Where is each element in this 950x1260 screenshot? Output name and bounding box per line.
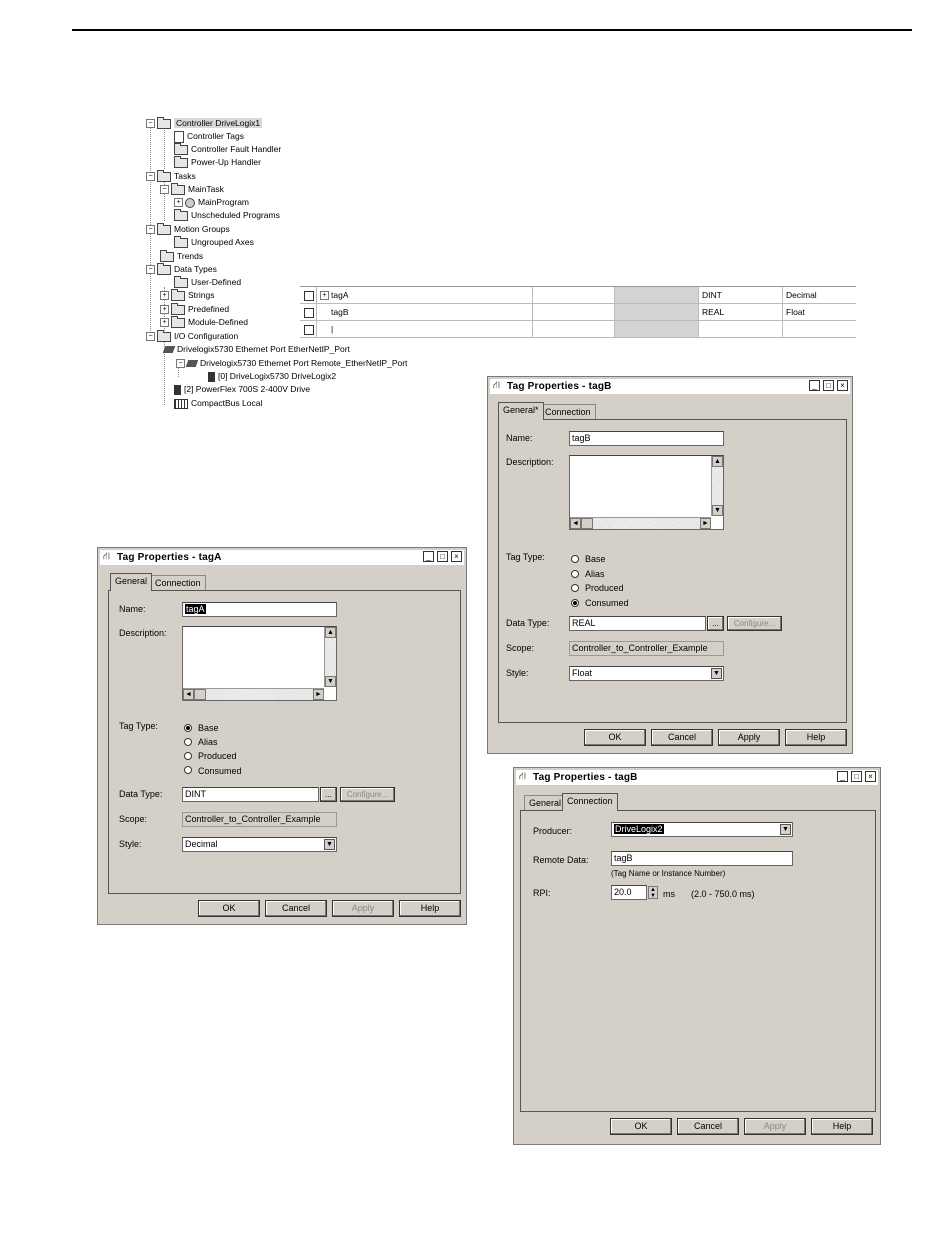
- tag-properties-dialog-tagb-connection: [513, 767, 881, 1145]
- style-select[interactable]: [182, 837, 337, 852]
- data-type-input[interactable]: DINT: [182, 787, 319, 802]
- apply-button: Apply: [332, 900, 394, 917]
- radio-base[interactable]: [571, 555, 579, 563]
- row-checkbox[interactable]: [304, 291, 314, 301]
- tree-item-label: MainProgram: [198, 197, 250, 207]
- scope-value: Controller_to_Controller_Example: [569, 641, 724, 656]
- name-label: Name:: [119, 604, 146, 614]
- close-button[interactable]: ×: [837, 380, 848, 391]
- tab-general[interactable]: General: [524, 795, 566, 811]
- description-label: Description:: [119, 628, 167, 638]
- tag-name: tagA: [331, 290, 349, 300]
- apply-button: Apply: [744, 1118, 806, 1135]
- tree-item-fault-handler[interactable]: [174, 143, 281, 156]
- radio-base-label: Base: [198, 723, 219, 733]
- folder-icon: [174, 238, 188, 248]
- tree-item-label: User-Defined: [191, 277, 242, 287]
- tree-item-unscheduled[interactable]: [174, 209, 280, 222]
- radio-base-label: Base: [585, 554, 606, 564]
- chevron-down-icon[interactable]: ▼: [324, 839, 335, 850]
- title-bar: [100, 550, 464, 565]
- data-type-cell[interactable]: REAL: [698, 304, 782, 320]
- remote-data-hint: (Tag Name or Instance Number): [611, 869, 726, 878]
- radio-produced[interactable]: [184, 752, 192, 760]
- expand-icon[interactable]: +: [320, 291, 329, 300]
- apply-button[interactable]: Apply: [718, 729, 780, 746]
- producer-select[interactable]: [611, 822, 793, 837]
- tree-item-powerup-handler[interactable]: [174, 156, 261, 169]
- tag-editor-grid: [300, 286, 856, 336]
- folder-icon: [157, 265, 171, 275]
- collapse-icon[interactable]: −: [146, 225, 155, 234]
- scroll-right-icon[interactable]: ►: [700, 518, 711, 529]
- page-rule: [72, 29, 912, 31]
- rpi-spinner[interactable]: [648, 886, 658, 899]
- vertical-scrollbar[interactable]: [711, 456, 723, 516]
- folder-icon: [174, 211, 188, 221]
- tag-name-cell[interactable]: |: [316, 321, 532, 337]
- folder-icon: [157, 225, 171, 235]
- ok-button[interactable]: OK: [198, 900, 260, 917]
- data-type-cell[interactable]: DINT: [698, 287, 782, 303]
- rpi-range: (2.0 - 750.0 ms): [691, 889, 755, 899]
- remote-data-label: Remote Data:: [533, 855, 589, 865]
- dialog-title: Tag Properties - tagB: [533, 772, 638, 783]
- tree-item-ethernet-port[interactable]: [164, 343, 350, 356]
- style-cell[interactable]: Float: [782, 304, 856, 320]
- datatype-folder-icon: [171, 291, 185, 301]
- ethernet-module-icon: [163, 346, 176, 353]
- expand-icon[interactable]: +: [160, 291, 169, 300]
- description-textarea[interactable]: [182, 626, 337, 701]
- style-label: Style:: [506, 668, 529, 678]
- tree-item-maintask[interactable]: [160, 183, 224, 196]
- collapse-icon[interactable]: −: [176, 359, 185, 368]
- cancel-button[interactable]: Cancel: [651, 729, 713, 746]
- radio-alias-label: Alias: [198, 737, 218, 747]
- expand-icon[interactable]: +: [174, 198, 183, 207]
- collapse-icon[interactable]: −: [160, 185, 169, 194]
- tree-item-drivelogix2[interactable]: [208, 370, 336, 383]
- tree-item-mainprogram[interactable]: [174, 196, 249, 209]
- radio-produced-label: Produced: [198, 751, 237, 761]
- tree-item-motion-groups[interactable]: [146, 223, 230, 236]
- spin-up-icon[interactable]: ▲: [650, 887, 656, 893]
- tree-item-io-configuration[interactable]: [146, 330, 238, 343]
- table-row-new[interactable]: [300, 321, 856, 338]
- tree-item-user-defined[interactable]: [174, 276, 241, 289]
- tree-item-label: Power-Up Handler: [191, 157, 261, 167]
- tree-item-module-defined[interactable]: [160, 316, 248, 329]
- name-label: Name:: [506, 433, 533, 443]
- expand-icon[interactable]: +: [160, 318, 169, 327]
- tree-item-strings[interactable]: [160, 289, 214, 302]
- tree-item-ungrouped-axes[interactable]: [174, 236, 254, 249]
- scope-value: Controller_to_Controller_Example: [182, 812, 337, 827]
- name-value: tagA: [186, 604, 205, 614]
- task-icon: [171, 185, 185, 195]
- tree-item-label: Drivelogix5730 Ethernet Port Remote_EtherNetIP_Port: [200, 358, 408, 368]
- style-cell[interactable]: Decimal: [782, 287, 856, 303]
- radio-produced-label: Produced: [585, 583, 624, 593]
- folder-icon: [157, 172, 171, 182]
- cell: [614, 287, 698, 303]
- tree-item-label: Strings: [188, 290, 215, 300]
- tree-item-label: Unscheduled Programs: [191, 210, 280, 220]
- tree-item-label: Module-Defined: [188, 317, 249, 327]
- scroll-up-icon[interactable]: ▲: [325, 627, 336, 638]
- radio-alias-label: Alias: [585, 569, 605, 579]
- ok-button[interactable]: OK: [610, 1118, 672, 1135]
- scroll-left-icon[interactable]: ◄: [183, 689, 194, 700]
- tab-general[interactable]: General*: [498, 402, 544, 420]
- browse-data-type-button[interactable]: ...: [707, 616, 724, 631]
- tree-item-label: I/O Configuration: [174, 331, 239, 341]
- style-select[interactable]: [569, 666, 724, 681]
- horizontal-scrollbar[interactable]: [183, 688, 324, 700]
- style-value: Decimal: [185, 839, 218, 849]
- minimize-button[interactable]: _: [837, 771, 848, 782]
- connection-tab-panel: [520, 810, 876, 1112]
- tree-item-tasks[interactable]: [146, 170, 196, 183]
- close-button[interactable]: ×: [451, 551, 462, 562]
- cell[interactable]: [532, 287, 614, 303]
- folder-icon: [160, 252, 174, 262]
- cell[interactable]: [532, 321, 614, 337]
- maximize-button[interactable]: □: [851, 771, 862, 782]
- chevron-down-icon[interactable]: ▼: [780, 824, 791, 835]
- cell: [614, 304, 698, 320]
- tag-name-cell[interactable]: [316, 287, 532, 303]
- general-tab-panel: [498, 419, 847, 723]
- cancel-button[interactable]: Cancel: [677, 1118, 739, 1135]
- scroll-down-icon[interactable]: ▼: [325, 676, 336, 687]
- data-type-input[interactable]: REAL: [569, 616, 706, 631]
- tree-item-label: CompactBus Local: [191, 398, 263, 408]
- row-checkbox[interactable]: [304, 325, 314, 335]
- radio-consumed[interactable]: [571, 599, 579, 607]
- spin-down-icon[interactable]: ▼: [650, 893, 656, 899]
- controller-organizer-tree: [140, 115, 450, 415]
- data-type-label: Data Type:: [506, 618, 550, 628]
- scroll-right-icon[interactable]: ►: [313, 689, 324, 700]
- style-cell[interactable]: [782, 321, 856, 337]
- title-bar: [516, 770, 878, 785]
- description-textarea[interactable]: [569, 455, 724, 530]
- tab-general[interactable]: General: [110, 573, 152, 591]
- scroll-down-icon[interactable]: ▼: [712, 505, 723, 516]
- rpi-input[interactable]: 20.0: [611, 885, 647, 900]
- minimize-button[interactable]: _: [423, 551, 434, 562]
- table-row[interactable]: [300, 304, 856, 321]
- cell[interactable]: [532, 304, 614, 320]
- style-label: Style:: [119, 839, 142, 849]
- radio-consumed-label: Consumed: [585, 598, 629, 608]
- radio-consumed-label: Consumed: [198, 766, 242, 776]
- help-button[interactable]: Help: [399, 900, 461, 917]
- datatype-folder-icon: [171, 318, 185, 328]
- style-value: Float: [572, 668, 593, 678]
- scroll-up-icon[interactable]: ▲: [712, 456, 723, 467]
- tree-item-label: Ungrouped Axes: [191, 237, 254, 247]
- tag-icon: ⛙: [103, 551, 111, 562]
- remote-data-input[interactable]: tagB: [611, 851, 793, 866]
- scroll-left-icon[interactable]: ◄: [570, 518, 581, 529]
- collapse-icon[interactable]: −: [146, 119, 155, 128]
- radio-alias[interactable]: [184, 738, 192, 746]
- rpi-unit: ms: [663, 889, 675, 899]
- row-checkbox[interactable]: [304, 308, 314, 318]
- tag-type-label: Tag Type:: [119, 721, 158, 731]
- description-label: Description:: [506, 457, 554, 467]
- folder-icon: [174, 145, 188, 155]
- tree-item-predefined[interactable]: [160, 303, 229, 316]
- scope-label: Scope:: [119, 814, 148, 824]
- controller-module-icon: [208, 372, 215, 382]
- tab-connection[interactable]: Connection: [150, 575, 206, 591]
- horizontal-scrollbar[interactable]: [570, 517, 711, 529]
- browse-data-type-button[interactable]: ...: [320, 787, 337, 802]
- title-bar: [490, 379, 850, 394]
- tree-connector: [164, 127, 165, 169]
- folder-icon: [157, 332, 171, 342]
- minimize-button[interactable]: _: [809, 380, 820, 391]
- expand-icon[interactable]: +: [160, 305, 169, 314]
- tree-item-trends[interactable]: [160, 250, 203, 263]
- ethernet-module-icon: [186, 360, 199, 367]
- table-row[interactable]: [300, 287, 856, 304]
- tab-connection[interactable]: Connection: [562, 793, 618, 811]
- cancel-button[interactable]: Cancel: [265, 900, 327, 917]
- tag-type-label: Tag Type:: [506, 552, 545, 562]
- backplane-icon: [174, 399, 188, 409]
- data-type-label: Data Type:: [119, 789, 163, 799]
- folder-icon: [157, 119, 171, 129]
- tree-item-label: Tasks: [174, 171, 196, 181]
- collapse-icon[interactable]: −: [146, 265, 155, 274]
- dialog-title: Tag Properties - tagB: [507, 381, 612, 392]
- tree-item-label: Data Types: [174, 264, 217, 274]
- tag-properties-dialog-tagb-general: [487, 376, 853, 754]
- tree-item-data-types[interactable]: [146, 263, 217, 276]
- chevron-down-icon[interactable]: ▼: [711, 668, 722, 679]
- folder-icon: [174, 158, 188, 168]
- tree-item-compactbus[interactable]: [174, 397, 262, 410]
- tree-item-label: Drivelogix5730 Ethernet Port EtherNetIP_Port: [177, 344, 350, 354]
- radio-alias[interactable]: [571, 570, 579, 578]
- tree-item-label: Trends: [177, 251, 204, 261]
- tag-properties-dialog-taga: [97, 547, 467, 925]
- tree-item-label: [0] DriveLogix5730 DriveLogix2: [218, 371, 337, 381]
- producer-value: DriveLogix2: [615, 824, 663, 834]
- maximize-button[interactable]: □: [437, 551, 448, 562]
- tree-item-label: Controller Tags: [187, 131, 245, 141]
- radio-produced[interactable]: [571, 584, 579, 592]
- name-input[interactable]: tagB: [569, 431, 724, 446]
- close-button[interactable]: ×: [865, 771, 876, 782]
- scope-label: Scope:: [506, 643, 535, 653]
- ok-button[interactable]: OK: [584, 729, 646, 746]
- dialog-title: Tag Properties - tagA: [117, 552, 222, 563]
- help-button[interactable]: Help: [811, 1118, 873, 1135]
- tree-item-powerflex[interactable]: [174, 383, 310, 396]
- tab-connection[interactable]: Connection: [540, 404, 596, 420]
- rpi-label: RPI:: [533, 888, 551, 898]
- scroll-thumb[interactable]: [581, 518, 593, 529]
- program-icon: [185, 198, 195, 208]
- tree-item-label: Controller DriveLogix1: [176, 118, 261, 128]
- tree-item-label: MainTask: [188, 184, 224, 194]
- tree-item-controller[interactable]: [146, 117, 262, 130]
- datatype-folder-icon: [174, 278, 188, 288]
- vertical-scrollbar[interactable]: [324, 627, 336, 687]
- tree-item-remote-ethernet-port[interactable]: [176, 357, 407, 370]
- tree-item-controller-tags[interactable]: [174, 130, 244, 143]
- maximize-button[interactable]: □: [823, 380, 834, 391]
- tag-name-cell[interactable]: tagB: [316, 304, 532, 320]
- tag-icon: ⛙: [493, 380, 501, 391]
- name-input[interactable]: [182, 602, 337, 617]
- help-button[interactable]: Help: [785, 729, 847, 746]
- collapse-icon[interactable]: −: [146, 172, 155, 181]
- configure-button: Configure...: [727, 616, 782, 631]
- tree-item-label: Motion Groups: [174, 224, 230, 234]
- producer-label: Producer:: [533, 826, 573, 836]
- data-type-cell[interactable]: [698, 321, 782, 337]
- cell: [614, 321, 698, 337]
- configure-button: Configure...: [340, 787, 395, 802]
- radio-consumed[interactable]: [184, 766, 192, 774]
- tag-icon: ⛙: [519, 771, 527, 782]
- tree-item-label: Predefined: [188, 304, 230, 314]
- collapse-icon[interactable]: −: [146, 332, 155, 341]
- tags-icon: [174, 131, 184, 143]
- radio-base[interactable]: [184, 724, 192, 732]
- general-tab-panel: [108, 590, 461, 894]
- datatype-folder-icon: [171, 305, 185, 315]
- scroll-thumb[interactable]: [194, 689, 206, 700]
- tree-item-label: [2] PowerFlex 700S 2-400V Drive: [184, 384, 311, 394]
- drive-icon: [174, 385, 181, 395]
- tree-item-label: Controller Fault Handler: [191, 144, 282, 154]
